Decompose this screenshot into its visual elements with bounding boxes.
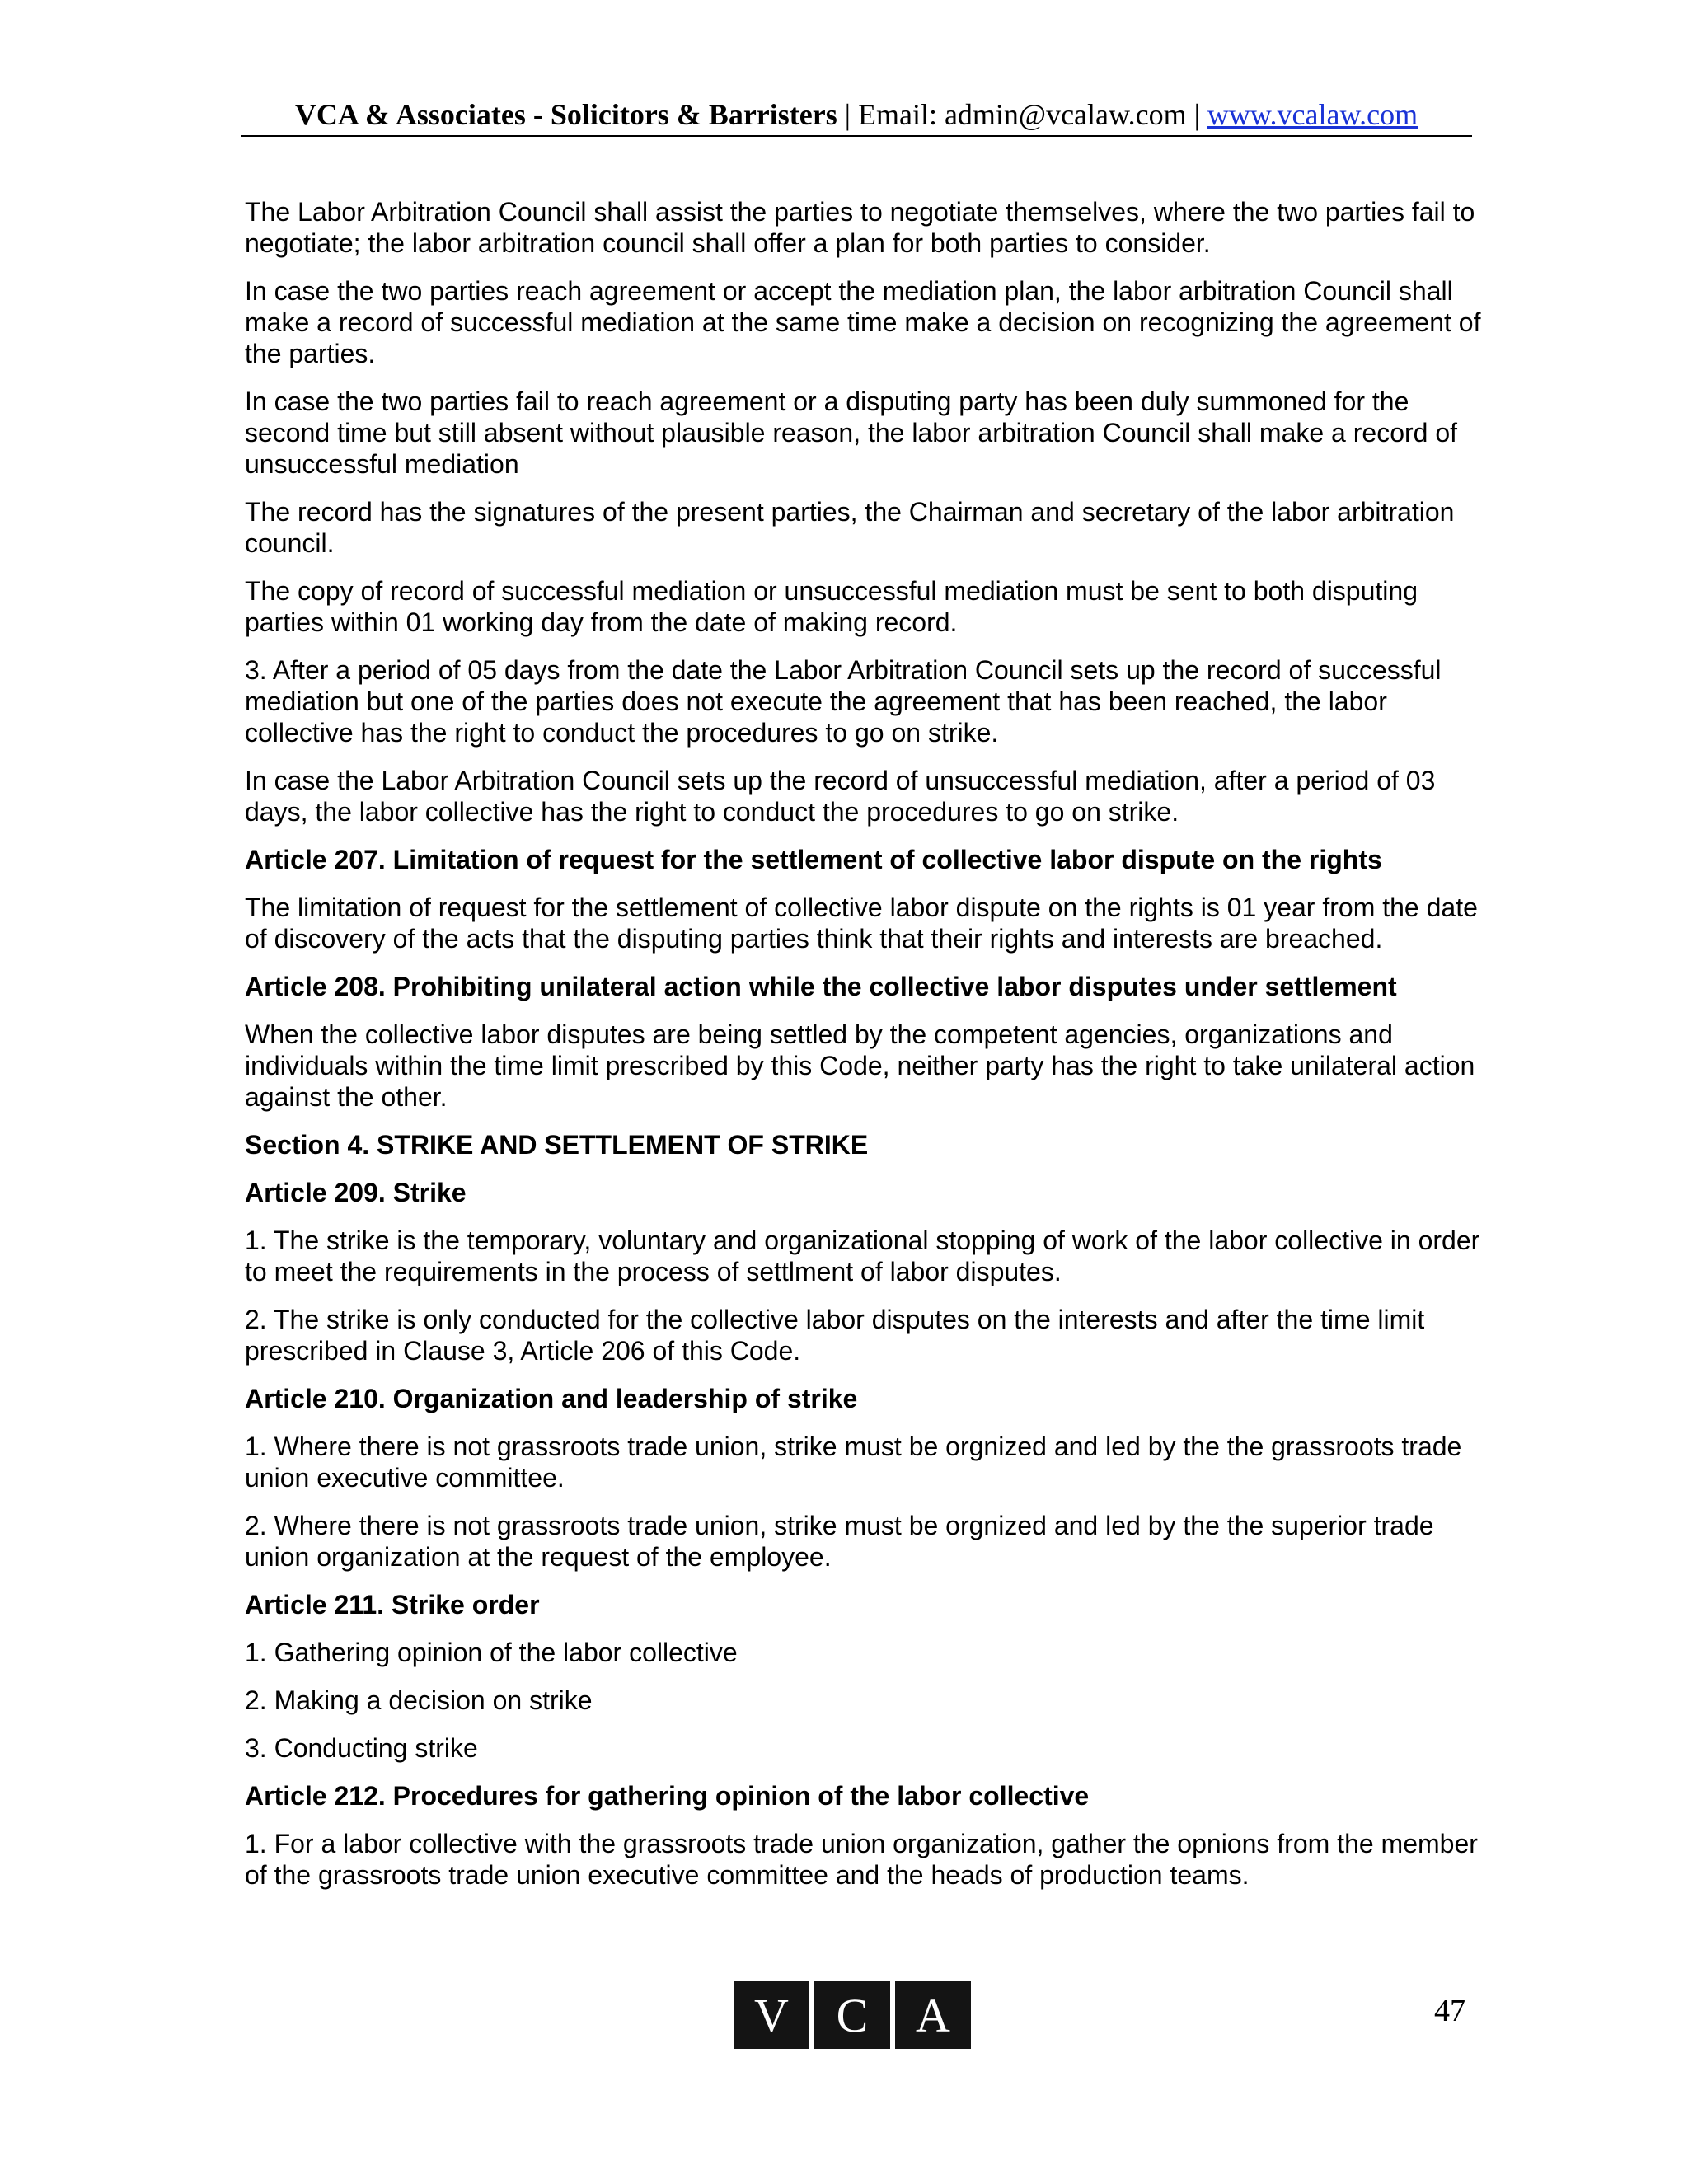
- firm-name: VCA & Associates - Solicitors & Barristers: [294, 98, 837, 131]
- logo-letter-a: A: [895, 1981, 971, 2049]
- logo-letter-c: C: [814, 1981, 890, 2049]
- vca-logo: [734, 1981, 971, 2049]
- body-paragraph: 1. Where there is not grassroots trade union, strike must be orgnized and led by the the grassroots trade union executive committee.: [245, 1432, 1462, 1493]
- body-paragraph: 1. The strike is the temporary, voluntary and organizational stopping of work of the labor collective in order to meet the requirements in the process of settlment of labor disputes.: [245, 1226, 1480, 1286]
- article-heading: Article 207. Limitation of request for the settlement of collective labor dispute on the rights: [245, 845, 1382, 874]
- body-paragraph: In case the Labor Arbitration Council sets up the record of unsuccessful mediation, after a period of 03 days, the labor collective has the right to conduct the procedures to go on strike.: [245, 766, 1436, 827]
- header-separator: |: [1186, 98, 1207, 131]
- body-paragraph: In case the two parties fail to reach agreement or a disputing party has been duly summoned for the second time but still absent without plausible reason, the labor arbitration Council shall make a record of unsuccessful mediation: [245, 387, 1458, 479]
- body-paragraph: The copy of record of successful mediation or unsuccessful mediation must be sent to both disputing parties within 01 working day from the date of making record.: [245, 576, 1418, 637]
- body-paragraph: 2. Making a decision on strike: [245, 1685, 593, 1715]
- body-paragraph: In case the two parties reach agreement or accept the mediation plan, the labor arbitration Council shall make a record of successful mediation at the same time make a decision on recognizing the agreement of the parties.: [245, 276, 1481, 368]
- article-heading: Article 209. Strike: [245, 1178, 467, 1207]
- email-text: Email: admin@vcalaw.com: [857, 98, 1187, 131]
- body-paragraph: The record has the signatures of the present parties, the Chairman and secretary of the labor arbitration council.: [245, 497, 1455, 558]
- article-heading: Article 211. Strike order: [245, 1590, 540, 1619]
- article-heading: Article 208. Prohibiting unilateral action while the collective labor disputes under settlement: [245, 972, 1397, 1001]
- body-paragraph: The limitation of request for the settlement of collective labor dispute on the rights is 01 year from the date of discovery of the acts that the disputing parties think that their rights and interests are breached.: [245, 893, 1478, 954]
- website-link[interactable]: www.vcalaw.com: [1207, 98, 1418, 131]
- document-body: [245, 196, 1481, 1907]
- article-heading: Article 212. Procedures for gathering opinion of the labor collective: [245, 1781, 1090, 1811]
- body-paragraph: 1. Gathering opinion of the labor collective: [245, 1638, 738, 1667]
- page-number: 47: [1434, 1994, 1465, 2028]
- page-header: [241, 97, 1472, 137]
- body-paragraph: 2. The strike is only conducted for the collective labor disputes on the interests and after the time limit prescribed in Clause 3, Article 206 of this Code.: [245, 1305, 1425, 1366]
- logo-letter-v: V: [734, 1981, 809, 2049]
- header-separator: |: [837, 98, 858, 131]
- body-paragraph: The Labor Arbitration Council shall assist the parties to negotiate themselves, where the two parties fail to negotiate; the labor arbitration council shall offer a plan for both parties to consider.: [245, 197, 1475, 258]
- article-heading: Article 210. Organization and leadership of strike: [245, 1384, 858, 1413]
- body-paragraph: 3. After a period of 05 days from the date the Labor Arbitration Council sets up the record of successful mediation but one of the parties does not execute the agreement that has been reached, the labor collective has the right to conduct the procedures to go on strike.: [245, 655, 1442, 748]
- article-heading: Section 4. STRIKE AND SETTLEMENT OF STRIKE: [245, 1130, 869, 1160]
- body-paragraph: 1. For a labor collective with the grassroots trade union organization, gather the opnions from the member of the grassroots trade union executive committee and the heads of production teams.: [245, 1829, 1478, 1890]
- body-paragraph: 3. Conducting strike: [245, 1733, 478, 1763]
- body-paragraph: 2. Where there is not grassroots trade union, strike must be orgnized and led by the the superior trade union organization at the request of the employee.: [245, 1511, 1434, 1572]
- body-paragraph: When the collective labor disputes are being settled by the competent agencies, organizations and individuals within the time limit prescribed by this Code, neither party has the right to take unilateral action against the other.: [245, 1019, 1475, 1112]
